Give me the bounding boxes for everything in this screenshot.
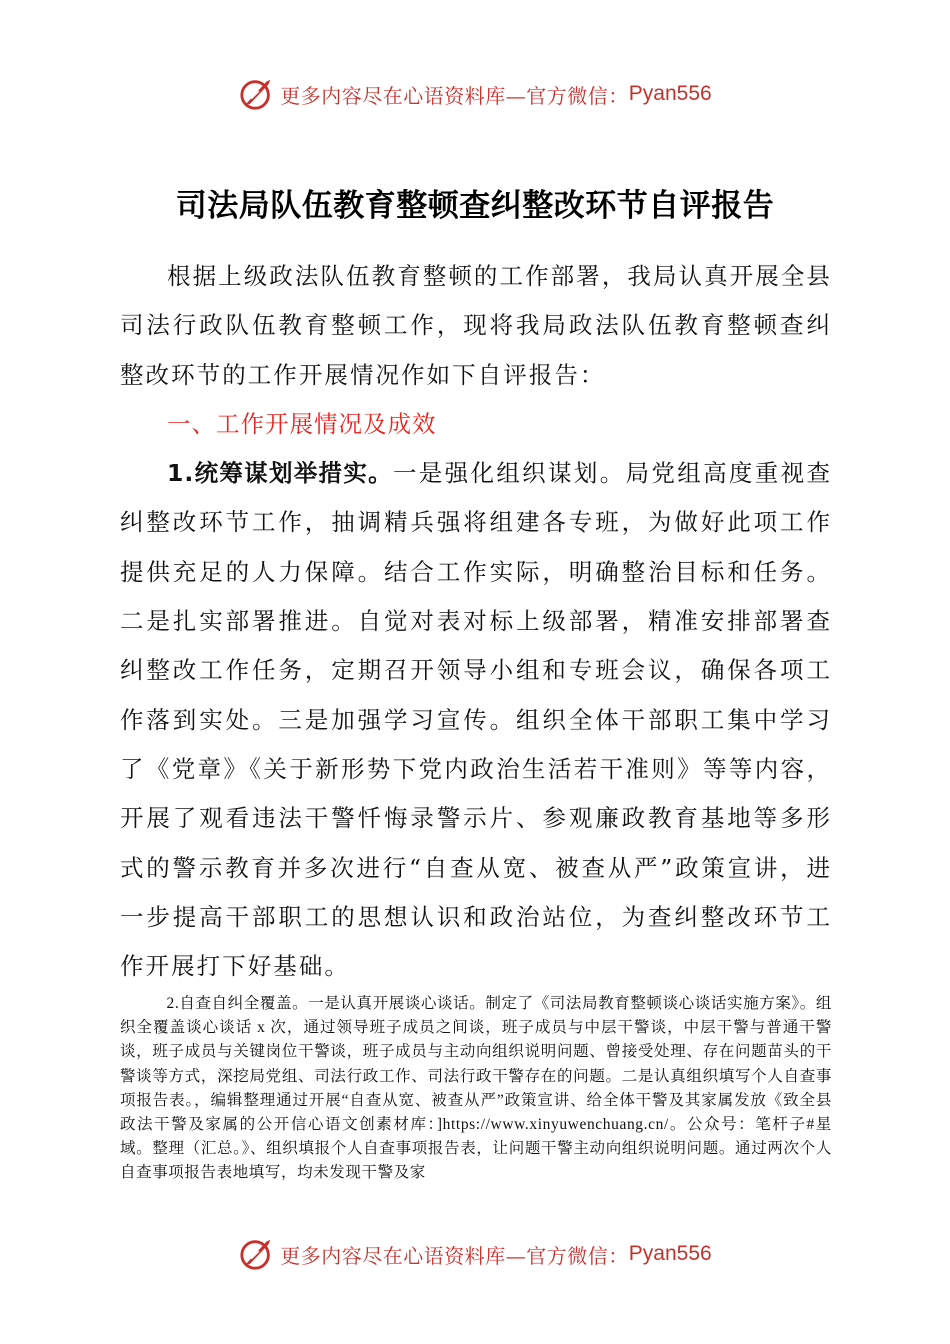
watermark-wechat-id: Pyan556 <box>628 1242 712 1265</box>
item2-section <box>120 992 832 1186</box>
item2-paragraph: 2.自查自纠全覆盖。一是认真开展谈心谈话。制定了《司法局教育整顿谈心谈话实施方案》。组织全覆盖谈心谈话 x 次，通过领导班子成员之间谈，班子成员与中层干警谈，中层干警与普通干警谈，班子成员与关键岗位干警谈，班子成员与主动向组织说明问题、曾接受处理、存在问题苗头的干警谈等方式，深挖局党组、司法行政工作、司法行政干警存在的问题。二是认真组织填写个人自查事项报告表。，编辑整理通过开展“自查从宽、被查从严”政策宣讲、给全体干警及其家属发放《致全县政法干警及家属的公开信心语文创素材库：]https://www.xinyuwenchuang.cn/。公众号：笔杆子#星域。整理（汇总。》、组织填报个人自查事项报告表，让问题干警主动向组织说明问题。通过两次个人自查事项报告表地填写，均未发现干警及家 <box>120 995 832 1182</box>
item1-body: 一是强化组织谋划。局党组高度重视查纠整改环节工作，抽调精兵强将组建各专班，为做好此项工作提供充足的人力保障。结合工作实际，明确整治目标和任务。二是扎实部署推进。自觉对表对标上级部署，精准安排部署查纠整改工作任务，定期召开领导小组和专班会议，确保各项工作落到实处。三是加强学习宣传。组织全体干部职工集中学习了《党章》《关于新形势下党内政治生活若干准则》等等内容，开展了观看违法干警忏悔录警示片、参观廉政教育基地等多形式的警示教育并多次进行“自查从宽、被查从严”政策宣讲，进一步提高干部职工的思想认识和政治站位，为查纠整改环节工作开展打下好基础。 <box>120 459 832 981</box>
quill-logo-icon <box>238 76 276 112</box>
document-body <box>120 252 832 991</box>
document-title: 司法局队伍教育整顿查纠整改环节自评报告 <box>175 188 775 224</box>
intro-paragraph: 根据上级政法队伍教育整顿的工作部署，我局认真开展全县司法行政队伍教育整顿工作，现将我局政法队伍教育整顿查纠整改环节的工作开展情况作如下自评报告： <box>120 262 832 389</box>
quill-logo-icon <box>238 1236 276 1272</box>
watermark-wechat-id: Pyan556 <box>628 82 712 105</box>
watermark-text: 更多内容尽在心语资料库—官方微信： <box>280 83 629 108</box>
top-watermark-banner <box>0 74 950 114</box>
watermark-text: 更多内容尽在心语资料库—官方微信： <box>280 1243 629 1268</box>
item1-paragraph <box>120 449 832 991</box>
bottom-watermark-banner <box>0 1234 950 1274</box>
section-heading: 一、工作开展情况及成效 <box>167 409 437 438</box>
item1-lead: 1.统筹谋划举措实。 <box>167 459 393 488</box>
